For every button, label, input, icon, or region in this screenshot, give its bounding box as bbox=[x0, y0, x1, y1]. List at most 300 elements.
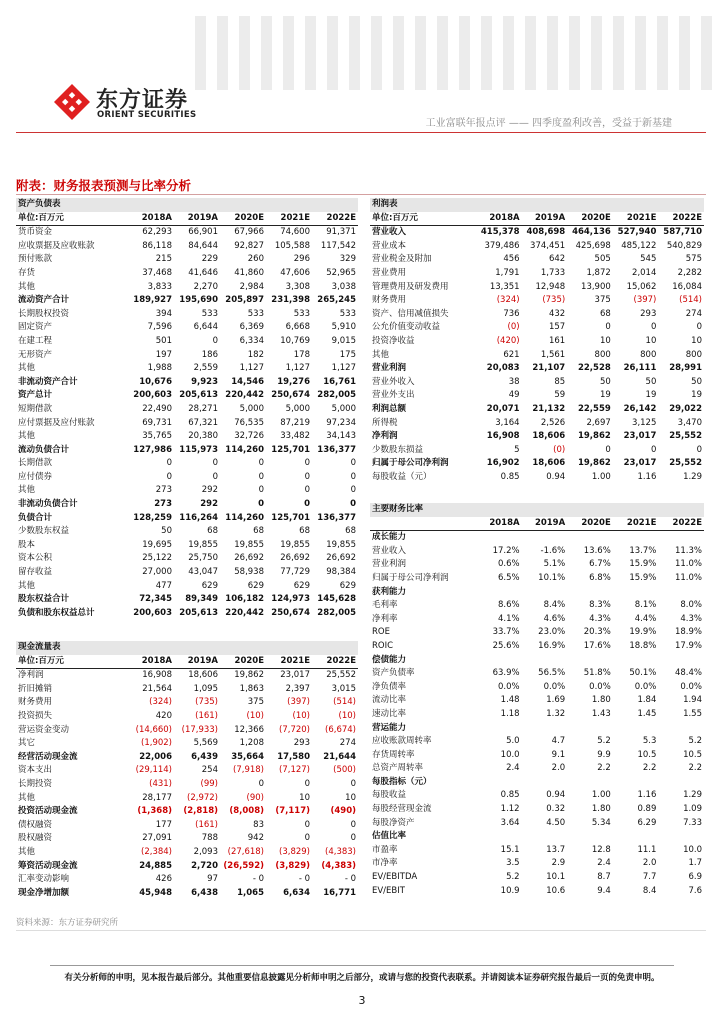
cell-value: 1.00 bbox=[591, 790, 611, 801]
table-row bbox=[370, 417, 704, 431]
row-label: 每股净资产 bbox=[372, 817, 415, 828]
row-label: 股东权益合计 bbox=[18, 594, 70, 605]
cell-value: 9.1 bbox=[551, 749, 566, 760]
table-row bbox=[16, 887, 358, 901]
row-label: 固定资产 bbox=[18, 322, 53, 333]
cell-value bbox=[476, 776, 522, 790]
row-label: 总资产周转率 bbox=[372, 763, 424, 774]
cell-value: 2.9 bbox=[551, 858, 566, 869]
cell-value: 0 bbox=[605, 322, 611, 333]
cell-value: 9.4 bbox=[597, 885, 611, 896]
cell-value: (1,902) bbox=[141, 738, 172, 749]
header-stripes bbox=[195, 16, 724, 90]
cell-value bbox=[567, 722, 613, 736]
cell-value: 0 bbox=[350, 819, 356, 830]
cell-value: 69,731 bbox=[142, 417, 172, 428]
cell-value: 19,855 bbox=[234, 539, 264, 550]
cell-value: 18.9% bbox=[674, 627, 702, 638]
cell-value: 1,733 bbox=[540, 267, 566, 278]
row-label: 留存收益 bbox=[18, 567, 53, 578]
cell-value: 1.16 bbox=[637, 471, 657, 482]
column-header: 2020E bbox=[567, 212, 613, 226]
cell-value: 6,334 bbox=[239, 335, 264, 346]
row-label: 流动比率 bbox=[372, 695, 407, 706]
row-label: 净负债率 bbox=[372, 681, 407, 692]
cell-value: 229 bbox=[201, 254, 218, 265]
row-label: 其他 bbox=[18, 580, 36, 591]
cell-value bbox=[522, 531, 568, 545]
cell-value bbox=[613, 830, 659, 844]
cell-value: 114,260 bbox=[225, 444, 264, 455]
cell-value: (514) bbox=[679, 295, 702, 306]
cell-value: 621 bbox=[503, 349, 520, 360]
row-label: 在建工程 bbox=[18, 335, 53, 346]
cell-value: 25,122 bbox=[142, 553, 172, 564]
cell-value: 9,923 bbox=[191, 376, 218, 387]
cell-value: 1.29 bbox=[683, 790, 702, 801]
cell-value: 2,270 bbox=[193, 281, 218, 292]
cell-value: 1.7 bbox=[688, 858, 702, 869]
table-row bbox=[16, 751, 358, 765]
cell-value: 23,017 bbox=[623, 458, 657, 469]
table-row bbox=[16, 737, 358, 751]
table-title-row bbox=[370, 198, 704, 212]
table-row bbox=[16, 267, 358, 281]
cell-value: 175 bbox=[339, 349, 356, 360]
row-label: 市净率 bbox=[372, 858, 398, 869]
cell-value: 1.69 bbox=[546, 695, 566, 706]
row-label: 汇率变动影响 bbox=[18, 874, 70, 885]
cell-value: 1.00 bbox=[591, 471, 611, 482]
cell-value bbox=[567, 830, 613, 844]
cell-value: 1.18 bbox=[500, 708, 520, 719]
cell-value: 49 bbox=[508, 390, 520, 401]
table-row bbox=[16, 444, 358, 458]
cell-value: 19,855 bbox=[280, 539, 310, 550]
table-row bbox=[16, 321, 358, 335]
cell-value: 12,366 bbox=[234, 724, 264, 735]
table-row bbox=[370, 735, 704, 749]
row-label: 预付账款 bbox=[18, 254, 53, 265]
cell-value: 76,535 bbox=[234, 417, 264, 428]
cell-value: 136,377 bbox=[317, 512, 356, 523]
cell-value: 0 bbox=[166, 458, 172, 469]
row-label: 应付债券 bbox=[18, 471, 53, 482]
table-row bbox=[16, 253, 358, 267]
cell-value: 379,486 bbox=[484, 240, 520, 251]
cell-value: 1,065 bbox=[237, 887, 264, 898]
cell-value: (7,127) bbox=[279, 765, 310, 776]
cell-value: 98,384 bbox=[326, 567, 356, 578]
cell-value: 6,369 bbox=[239, 322, 264, 333]
cell-value: 97 bbox=[207, 874, 218, 885]
cell-value: 27,091 bbox=[142, 833, 172, 844]
cell-value: 50 bbox=[645, 376, 657, 387]
cell-value: 7.33 bbox=[683, 817, 702, 828]
cell-value: 68 bbox=[207, 526, 218, 537]
cell-value: 282,005 bbox=[317, 607, 356, 618]
cell-value: 35,664 bbox=[231, 751, 264, 762]
cell-value: 2,397 bbox=[285, 683, 310, 694]
cell-value: 2,984 bbox=[239, 281, 264, 292]
row-label: 投资活动现金流 bbox=[18, 806, 78, 817]
cell-value: 10.1 bbox=[546, 872, 566, 883]
row-label: 营业收入 bbox=[372, 227, 407, 238]
cell-value: (2,384) bbox=[141, 846, 172, 857]
row-label: 应付票据及应付账款 bbox=[18, 417, 95, 428]
cell-value: 6,668 bbox=[285, 322, 310, 333]
cell-value bbox=[522, 586, 568, 600]
table-title: 利润表 bbox=[370, 198, 704, 212]
cell-value: 254 bbox=[201, 765, 218, 776]
cell-value: 282,005 bbox=[317, 390, 356, 401]
table-row bbox=[370, 871, 704, 885]
cell-value: (3,829) bbox=[275, 860, 310, 871]
cell-value: 6.8% bbox=[589, 572, 611, 583]
cell-value bbox=[522, 776, 568, 790]
cell-value: 6,438 bbox=[191, 887, 218, 898]
cell-value: 3,833 bbox=[147, 281, 172, 292]
cell-value: 0 bbox=[350, 833, 356, 844]
cell-value bbox=[567, 654, 613, 668]
row-label: 负债和股东权益总计 bbox=[18, 607, 95, 618]
table-title-row bbox=[370, 503, 704, 517]
row-label: 股本 bbox=[18, 539, 36, 550]
cell-value: (514) bbox=[333, 697, 356, 708]
cell-value: 182 bbox=[247, 349, 264, 360]
row-label: 每股收益（元） bbox=[372, 471, 432, 482]
cell-value: 0 bbox=[696, 322, 702, 333]
cell-value: 11.3% bbox=[674, 545, 702, 556]
cell-value: 50.1% bbox=[629, 668, 657, 679]
cell-value: 8.4% bbox=[543, 600, 566, 611]
cell-value: 1,988 bbox=[147, 363, 172, 374]
cell-value: 17.2% bbox=[492, 545, 520, 556]
cell-value bbox=[476, 586, 522, 600]
cell-value: 6,644 bbox=[193, 322, 218, 333]
table-row bbox=[16, 498, 358, 512]
table-row bbox=[370, 403, 704, 417]
cell-value: 375 bbox=[247, 697, 264, 708]
cell-value: 250,674 bbox=[271, 607, 310, 618]
cell-value: 0 bbox=[350, 485, 356, 496]
column-header: 2018A bbox=[476, 212, 522, 226]
cell-value: (27,618) bbox=[227, 846, 264, 857]
table-row bbox=[16, 389, 358, 403]
cell-value bbox=[476, 531, 522, 545]
cell-value: 800 bbox=[685, 349, 702, 360]
cell-value: 67,966 bbox=[234, 227, 264, 238]
cell-value bbox=[476, 830, 522, 844]
cell-value: 0 bbox=[350, 458, 356, 469]
cell-value: 10.9 bbox=[500, 885, 520, 896]
cell-value: 0 bbox=[650, 444, 657, 455]
column-header: 2022E bbox=[658, 212, 704, 226]
cell-value: 0 bbox=[304, 833, 310, 844]
table-header-row bbox=[370, 517, 704, 531]
cell-value: 16,908 bbox=[486, 431, 520, 442]
cell-value: 1.45 bbox=[637, 708, 657, 719]
cell-value: 16.9% bbox=[538, 640, 566, 651]
cell-value: 0 bbox=[350, 471, 356, 482]
row-label: 其他 bbox=[18, 281, 36, 292]
cell-value: 16,908 bbox=[142, 670, 172, 681]
cell-value: 1.55 bbox=[683, 708, 702, 719]
cell-value: 68 bbox=[299, 526, 310, 537]
table-row bbox=[370, 667, 704, 681]
cell-value bbox=[658, 654, 704, 668]
cell-value: 205,613 bbox=[179, 390, 218, 401]
cell-value: 10 bbox=[299, 792, 310, 803]
cell-value: 23.0% bbox=[538, 627, 566, 638]
cell-value: 62,293 bbox=[142, 227, 172, 238]
cell-value: 33.7% bbox=[492, 627, 520, 638]
cell-value: 2,282 bbox=[677, 267, 702, 278]
cell-value: (500) bbox=[333, 765, 356, 776]
row-label: 长期投资 bbox=[18, 778, 53, 789]
cell-value: 7,596 bbox=[147, 322, 172, 333]
table-row bbox=[370, 844, 704, 858]
cell-value: 4.4% bbox=[634, 613, 657, 624]
row-label: 现金净增加额 bbox=[18, 887, 70, 898]
cell-value: 2.2 bbox=[642, 763, 657, 774]
table-row bbox=[16, 308, 358, 322]
cell-value: 145,628 bbox=[317, 594, 356, 605]
cell-value: 86,118 bbox=[142, 240, 172, 251]
table-row bbox=[16, 430, 358, 444]
cell-value: 0.85 bbox=[500, 471, 520, 482]
cell-value bbox=[658, 531, 704, 545]
cell-value: 25,750 bbox=[188, 553, 218, 564]
cell-value: 3,164 bbox=[495, 417, 520, 428]
cell-value: 0.0% bbox=[634, 681, 657, 692]
table-row bbox=[370, 376, 704, 390]
table-row bbox=[16, 362, 358, 376]
cell-value: - 0 bbox=[298, 874, 310, 885]
table-row bbox=[16, 683, 358, 697]
cell-value: 105,588 bbox=[274, 240, 310, 251]
cell-value bbox=[613, 776, 659, 790]
row-label: 管理费用及研发费用 bbox=[372, 281, 449, 292]
cell-value: 19 bbox=[691, 390, 702, 401]
cell-value: 91,371 bbox=[326, 227, 356, 238]
cell-value: 1,561 bbox=[540, 349, 566, 360]
cell-value: 10 bbox=[645, 335, 657, 346]
cell-value: 17.9% bbox=[674, 640, 702, 651]
row-label: 资本公积 bbox=[18, 553, 53, 564]
table-row bbox=[16, 566, 358, 580]
cell-value: 25.6% bbox=[492, 640, 520, 651]
table-row bbox=[370, 335, 704, 349]
cell-value: 629 bbox=[201, 580, 218, 591]
cell-value: 10,676 bbox=[139, 376, 172, 387]
cell-value: 85 bbox=[554, 376, 566, 387]
cell-value: 6.9 bbox=[688, 872, 702, 883]
row-label: 营运资金变动 bbox=[18, 724, 70, 735]
cell-value: (397) bbox=[287, 697, 310, 708]
cell-value: - 0 bbox=[252, 874, 264, 885]
cell-value: 18,606 bbox=[188, 670, 218, 681]
table-row bbox=[16, 710, 358, 724]
cell-value: 0 bbox=[696, 444, 702, 455]
cell-value: 22,490 bbox=[142, 403, 172, 414]
cell-value: 16,084 bbox=[672, 281, 702, 292]
cell-value: 1.32 bbox=[546, 708, 566, 719]
cell-value: (431) bbox=[149, 778, 172, 789]
table-row bbox=[16, 846, 358, 860]
cell-value: 8.7 bbox=[597, 872, 611, 883]
cell-value: 642 bbox=[548, 254, 566, 265]
cell-value: 51.8% bbox=[583, 668, 611, 679]
cell-value: 2.4 bbox=[597, 858, 611, 869]
row-label: 每股收益 bbox=[372, 790, 407, 801]
table-title-row bbox=[16, 641, 358, 655]
column-header: 单位:百万元 bbox=[16, 212, 128, 226]
cell-value: 1.12 bbox=[500, 804, 520, 815]
financial-ratios-table bbox=[370, 503, 704, 898]
cell-value: 21,107 bbox=[532, 363, 566, 374]
cell-value: 788 bbox=[201, 833, 218, 844]
cell-value: (4,383) bbox=[321, 860, 356, 871]
source-divider bbox=[16, 930, 706, 931]
column-header: 2020E bbox=[220, 212, 266, 226]
column-header: 单位:百万元 bbox=[370, 212, 476, 226]
cell-value: 68 bbox=[253, 526, 264, 537]
cell-value: 47,606 bbox=[280, 267, 310, 278]
table-row bbox=[370, 803, 704, 817]
cell-value: (3,829) bbox=[279, 846, 310, 857]
footer-divider bbox=[50, 965, 674, 966]
row-label: 流动资产合计 bbox=[18, 295, 70, 306]
table-row bbox=[16, 335, 358, 349]
cell-value: 26,111 bbox=[623, 363, 657, 374]
cell-value: 0.32 bbox=[546, 804, 566, 815]
cell-value: 260 bbox=[247, 254, 264, 265]
cell-value bbox=[658, 586, 704, 600]
cell-value: 8.4 bbox=[642, 885, 657, 896]
cell-value: 92,827 bbox=[234, 240, 264, 251]
row-label: 短期借款 bbox=[18, 403, 53, 414]
cell-value: 14,546 bbox=[231, 376, 264, 387]
row-label: 净利率 bbox=[372, 613, 398, 624]
cell-value: 0 bbox=[258, 778, 264, 789]
cell-value: 6.29 bbox=[637, 817, 657, 828]
table-row bbox=[16, 819, 358, 833]
cell-value bbox=[567, 531, 613, 545]
table-row bbox=[370, 640, 704, 654]
cell-value: 2.2 bbox=[597, 763, 611, 774]
company-logo bbox=[52, 82, 200, 122]
cell-value: 20.3% bbox=[583, 627, 611, 638]
cell-value: 12.8 bbox=[591, 844, 611, 855]
cell-value: 2,559 bbox=[193, 363, 218, 374]
cell-value: 1,127 bbox=[239, 363, 264, 374]
table-row bbox=[16, 832, 358, 846]
cell-value: 432 bbox=[548, 308, 566, 319]
cell-value: 32,726 bbox=[234, 431, 264, 442]
cell-value: 205,897 bbox=[225, 295, 264, 306]
cell-value: 4.50 bbox=[546, 817, 566, 828]
cell-value: (397) bbox=[633, 295, 657, 306]
cell-value: (17,933) bbox=[181, 724, 218, 735]
cell-value: 5,000 bbox=[285, 403, 310, 414]
cell-value: 10.0 bbox=[500, 749, 520, 760]
page-number: 3 bbox=[358, 994, 366, 1007]
table-row bbox=[16, 525, 358, 539]
cell-value: (735) bbox=[542, 295, 566, 306]
cell-value: 26,692 bbox=[326, 553, 356, 564]
cell-value: (1,368) bbox=[137, 806, 172, 817]
cell-value: 2,720 bbox=[191, 860, 218, 871]
table-row bbox=[16, 792, 358, 806]
cell-value: 197 bbox=[155, 349, 172, 360]
cell-value: 28,991 bbox=[669, 363, 702, 374]
cell-value: 115,973 bbox=[179, 444, 218, 455]
cell-value: 629 bbox=[339, 580, 356, 591]
row-label: 非流动负债合计 bbox=[18, 499, 78, 510]
row-label: 所得税 bbox=[372, 417, 398, 428]
table-row bbox=[16, 860, 358, 874]
cell-value: 13.7% bbox=[629, 545, 657, 556]
cell-value: 4.7 bbox=[551, 736, 566, 747]
row-label: 应收票据及应收账款 bbox=[18, 240, 95, 251]
cell-value: 1.80 bbox=[591, 695, 611, 706]
cell-value: 0 bbox=[605, 444, 611, 455]
cell-value: 114,260 bbox=[225, 512, 264, 523]
cell-value: 50 bbox=[599, 376, 611, 387]
row-label: ROIC bbox=[372, 640, 394, 651]
cell-value: 5.2 bbox=[597, 736, 611, 747]
cell-value: 26,692 bbox=[280, 553, 310, 564]
cell-value: 0 bbox=[258, 499, 264, 510]
cell-value: 3.5 bbox=[506, 858, 520, 869]
cell-value: 1,791 bbox=[495, 267, 520, 278]
row-label: 存货周转率 bbox=[372, 749, 415, 760]
cell-value: 375 bbox=[594, 295, 611, 306]
column-header: 2022E bbox=[312, 655, 358, 669]
row-label: 其他 bbox=[372, 349, 390, 360]
cell-value: 10.0 bbox=[683, 844, 702, 855]
cell-value: 533 bbox=[247, 308, 264, 319]
cell-value: 293 bbox=[293, 738, 310, 749]
cell-value: 89,349 bbox=[185, 594, 218, 605]
cell-value: 45,948 bbox=[139, 887, 172, 898]
row-label: 资产总计 bbox=[18, 390, 53, 401]
table-header-row bbox=[16, 655, 358, 669]
cell-value: 7.6 bbox=[688, 885, 702, 896]
cell-value: 426 bbox=[155, 874, 172, 885]
row-label: EV/EBIT bbox=[372, 885, 405, 896]
table-row bbox=[370, 281, 704, 295]
cell-value: 415,378 bbox=[480, 227, 520, 238]
cell-value: (8,008) bbox=[229, 806, 264, 817]
column-header: 2018A bbox=[128, 212, 174, 226]
cell-value: 800 bbox=[640, 349, 657, 360]
cell-value: 67,321 bbox=[188, 417, 218, 428]
column-header: 2019A bbox=[522, 517, 568, 531]
cell-value: 0 bbox=[304, 499, 310, 510]
logo-text-cn: 东方证券 bbox=[96, 88, 189, 113]
cell-value: 0 bbox=[258, 471, 264, 482]
cell-value: (14,660) bbox=[135, 724, 172, 735]
cell-value: 250,674 bbox=[271, 390, 310, 401]
cell-value: 125,701 bbox=[271, 512, 310, 523]
appendix-divider bbox=[16, 194, 706, 195]
row-label: 营业费用 bbox=[372, 267, 407, 278]
row-label: 债权融资 bbox=[18, 819, 53, 830]
cell-value: 50 bbox=[691, 376, 702, 387]
row-label: 净利润 bbox=[372, 431, 398, 442]
